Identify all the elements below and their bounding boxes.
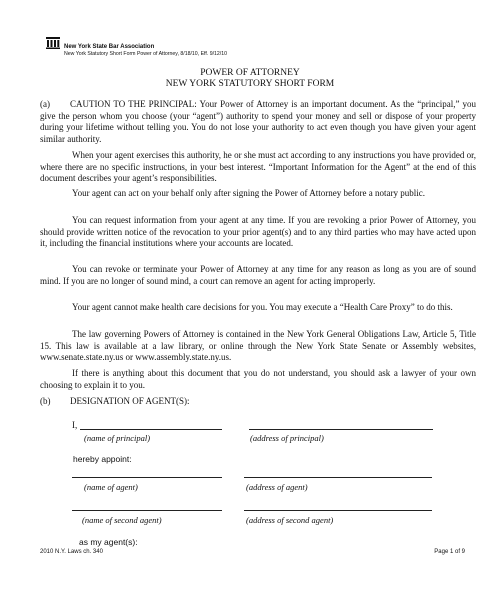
section-a-text: CAUTION TO THE PRINCIPAL: Your Power of Attorney is an important document. As the “principal,” you give the person whom you choose (your “agent”) authority to spend your money and sell or dispose of your property during your lifetime without telling you. You do not lose your authority to act even though you have given your agent similar authority. xyxy=(40,99,476,144)
paragraph: You can request information from your agent at any time. If you are revoking a prior Power of Attorney, you should provide written notice of the revocation to your prior agent(s) and to any third parties who may have acted upon it, including the financial institutions where your accounts are located. xyxy=(40,215,476,249)
second-agent-address-line[interactable] xyxy=(244,510,432,511)
agent-address-line[interactable] xyxy=(244,477,432,478)
second-agent-name-line[interactable] xyxy=(72,510,222,511)
i-label: I, xyxy=(72,420,78,430)
principal-name-line[interactable] xyxy=(80,429,222,430)
agent-address-caption: (address of agent) xyxy=(246,482,308,492)
paragraph: Your agent can act on your behalf only after signing the Power of Attorney before a notary public. xyxy=(72,188,425,198)
paragraph: You can revoke or terminate your Power of Attorney at any time for any reason as long as you are of sound mind. If you are no longer of sound mind, a court can remove an agent for acting improperly. xyxy=(40,264,476,286)
agent-name-line[interactable] xyxy=(72,477,222,478)
page-number: Page 1 of 9 xyxy=(434,549,465,555)
paragraph: If there is anything about this document that you do not understand, you should ask a lawyer of your own choosing to explain it to you. xyxy=(40,368,476,390)
as-my-agents-text: as my agent(s): xyxy=(79,537,138,547)
principal-name-caption: (name of principal) xyxy=(84,433,151,443)
second-agent-address-caption: (address of second agent) xyxy=(246,515,334,525)
principal-address-line[interactable] xyxy=(249,429,433,430)
section-a xyxy=(40,99,476,145)
second-agent-name-caption: (name of second agent) xyxy=(82,515,162,525)
bar-association-logo-icon xyxy=(46,37,60,49)
paragraph: The law governing Powers of Attorney is contained in the New York General Obligations Law, Article 5, Title 15. This law is available at a law library, or online through the New York State Senate or Assembly websites, www.senate.state.ny.us or www.assembly.state.ny.us. xyxy=(40,329,476,363)
section-b-heading: DESIGNATION OF AGENT(S): xyxy=(70,396,190,406)
organization-name: New York State Bar Association xyxy=(64,44,155,50)
hereby-appoint-text: hereby appoint: xyxy=(73,454,132,464)
footer-citation: 2010 N.Y. Laws ch. 340 xyxy=(40,549,103,555)
principal-address-caption: (address of principal) xyxy=(250,433,324,443)
document-title: POWER OF ATTORNEY xyxy=(200,68,300,78)
paragraph: Your agent cannot make health care decisions for you. You may execute a “Health Care Proxy” to do this. xyxy=(72,302,453,312)
section-a-label: (a) xyxy=(40,99,50,109)
section-b-label: (b) xyxy=(40,396,51,406)
form-version: New York Statutory Short Form Power of Attorney, 8/18/10, Eff. 9/12/10 xyxy=(64,51,228,57)
paragraph: When your agent exercises this authority, he or she must act according to any instructions you have provided or, where there are no specific instructions, in your best interest. “Important Information for the Agent” at the end of this document describes your agent’s responsibilities. xyxy=(40,150,476,184)
document-subtitle: NEW YORK STATUTORY SHORT FORM xyxy=(165,79,335,89)
agent-name-caption: (name of agent) xyxy=(84,482,138,492)
